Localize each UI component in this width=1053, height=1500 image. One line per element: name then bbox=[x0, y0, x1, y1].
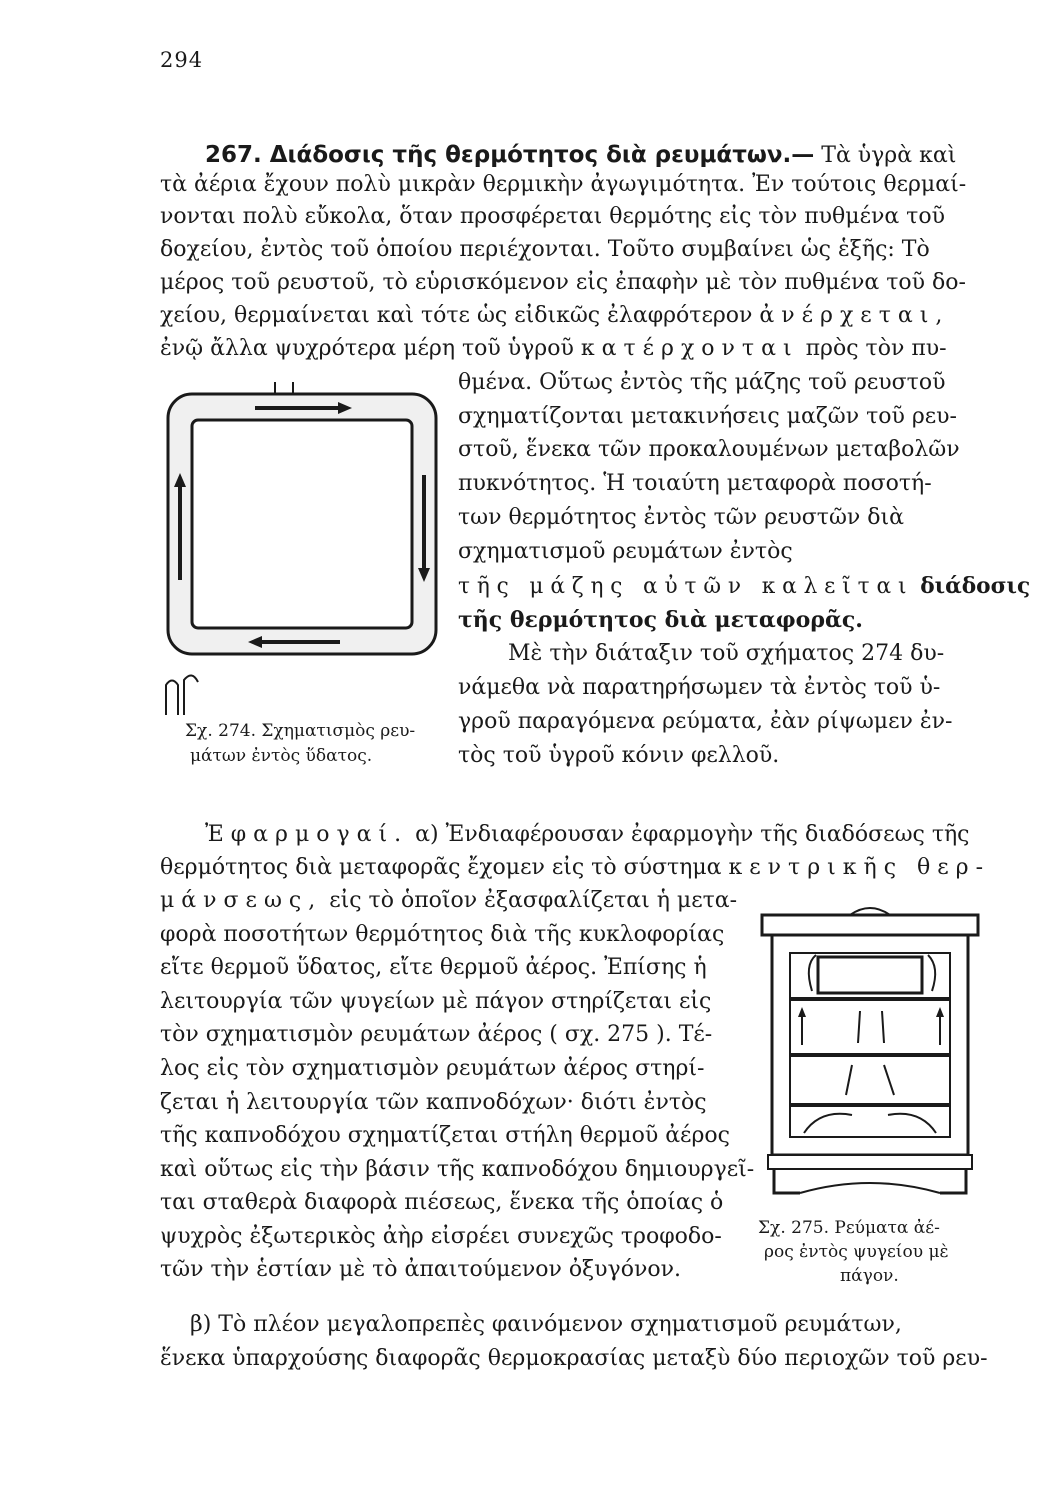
text-line-19: τὸς τοῦ ὑγροῦ κόνιν φελλοῦ. bbox=[458, 743, 780, 768]
app-line-11: καὶ οὕτως εἰς τὴν βάσιν τῆς καπνοδόχου δημιουργεῖ- bbox=[160, 1157, 755, 1182]
app-line-5: εἴτε θερμοῦ ὕδατος, εἴτε θερμοῦ ἀέρος. Ἐπίσης ἡ bbox=[160, 955, 707, 980]
fig275-caption-line2: ρος ἐντὸς ψυγείου μὲ bbox=[764, 1242, 949, 1262]
app-line-7: τὸν σχηματισμὸν ρευμάτων ἀέρος ( σχ. 275 ). Τέ- bbox=[160, 1022, 713, 1047]
app-line-3 bbox=[160, 886, 737, 916]
text-line-11: πυκνότητος. Ἡ τοιαύτη μεταφορὰ ποσοτή- bbox=[458, 471, 932, 496]
text-line-7a: ἐνῷ ἄλλα ψυχρότερα μέρη τοῦ ὑγροῦ bbox=[160, 336, 574, 361]
page-number: 294 bbox=[160, 48, 204, 72]
text-line-6a: χείου, θερμαίνεται καὶ τότε ὡς εἰδικῶς ἐλαφρότερον bbox=[160, 303, 753, 328]
app-line-1a-spaced: Ἐφαρμογαί. bbox=[205, 822, 409, 847]
text-line-17: νάμεθα νὰ παρατηρήσωμεν τὰ ἐντὸς τοῦ ὑ- bbox=[458, 675, 941, 700]
text-line-10: στοῦ, ἕνεκα τῶν προκαλουμένων μεταβολῶν bbox=[458, 437, 960, 462]
text-line-7c: πρὸς τὸν πυ- bbox=[805, 336, 947, 361]
app-line-13: ψυχρὸς ἐξωτερικὸς ἀὴρ εἰσρέει συνεχῶς τροφοδο- bbox=[160, 1224, 722, 1249]
text-line-2: τὰ ἀέρια ἔχουν πολὺ μικρὰν θερμικὴν ἀγωγιμότητα. Ἐν τούτοις θερμαί- bbox=[160, 172, 967, 197]
text-line-14b-bold: διάδοσις bbox=[920, 573, 1031, 599]
fig275-caption-line1: Σχ. 275. Ρεύματα ἀέ- bbox=[758, 1218, 940, 1238]
fig274-flame-left bbox=[166, 681, 178, 716]
text-line-4: δοχείου, ἐντὸς τοῦ ὁποίου περιέχονται. Τοῦτο συμβαίνει ὡς ἑξῆς: Τὸ bbox=[160, 237, 930, 262]
app-line-2 bbox=[160, 853, 990, 883]
app-line-12: ται σταθερὰ διαφορὰ πιέσεως, ἕνεκα τῆς ὁποίας ὁ bbox=[160, 1190, 724, 1215]
text-line-6b-spaced: ἀνέρχεται, bbox=[759, 303, 950, 328]
app-line-14: τῶν τὴν ἑστίαν μὲ τὸ ἀπαιτούμενον ὀξυγόνον. bbox=[160, 1257, 681, 1282]
text-line-13: σχηματισμοῦ ρευμάτων ἐντὸς bbox=[458, 539, 793, 564]
app-line-1 bbox=[205, 820, 970, 850]
figure-274-diagram bbox=[160, 380, 450, 715]
fig274-top-opening bbox=[275, 382, 293, 394]
fig275-legs bbox=[774, 1169, 966, 1193]
text-line-16: Μὲ τὴν διάταξιν τοῦ σχήματος 274 δυ- bbox=[508, 641, 945, 666]
app-line-4: φορὰ ποσοτήτων θερμότητος διὰ τῆς κυκλοφορίας bbox=[160, 922, 725, 947]
text-line-9: σχηματίζονται μετακινήσεις μαζῶν τοῦ ρευ- bbox=[458, 404, 957, 429]
text-line-14a-spaced: τῆς μάζης αὐτῶν καλεῖται bbox=[458, 574, 914, 599]
fig274-inner-border bbox=[192, 420, 412, 628]
text-line-15-bold: τῆς θερμότητος διὰ μεταφορᾶς. bbox=[458, 607, 863, 633]
text-line-7 bbox=[160, 334, 947, 364]
app-line-10: τῆς καπνοδόχου σχηματίζεται στήλη θερμοῦ ἀέρος bbox=[160, 1123, 730, 1148]
fig275-base bbox=[768, 1155, 972, 1169]
app-line-3b: εἰς τὸ ὁποῖον ἐξασφαλίζεται ἡ μετα- bbox=[329, 888, 738, 913]
app-line-2a: θερμότητος διὰ μεταφορᾶς ἔχομεν εἰς τὸ σύστημα bbox=[160, 855, 722, 880]
app-line-9: ζεται ἡ λειτουργία τῶν καπνοδόχων· διότι ἐντὸς bbox=[160, 1090, 707, 1115]
app-line-1b: α) Ἐνδιαφέρουσαν ἐφαρμογὴν τῆς διαδόσεως τῆς bbox=[415, 822, 970, 847]
app-line-2b-spaced: κεντρικῆς θερ- bbox=[728, 855, 991, 880]
text-line-3: νονται πολὺ εὔκολα, ὅταν προσφέρεται θερμότης εἰς τὸν πυθμένα τοῦ bbox=[160, 204, 945, 229]
app-line-8: λος εἰς τὸν σχηματισμὸν ρευμάτων ἀέρος στηρί- bbox=[160, 1056, 705, 1081]
fig275-base-arch bbox=[800, 1183, 940, 1193]
beta-line-1: β) Τὸ πλέον μεγαλοπρεπὲς φαινόμενον σχηματισμοῦ ρευμάτων, bbox=[190, 1312, 902, 1337]
fig275-caption-line3: πάγον. bbox=[840, 1266, 899, 1286]
text-line-8: θμένα. Οὕτως ἐντὸς τῆς μάζης τοῦ ρευστοῦ bbox=[458, 370, 946, 395]
fig275-ice-block bbox=[818, 957, 922, 993]
text-line-12: των θερμότητος ἐντὸς τῶν ρευστῶν διὰ bbox=[458, 505, 904, 530]
beta-line-2: ἕνεκα ὑπαρχούσης διαφορᾶς θερμοκρασίας μεταξὺ δύο περιοχῶν τοῦ ρευ- bbox=[160, 1346, 988, 1371]
figure-275-diagram bbox=[760, 895, 985, 1205]
text-line-14 bbox=[458, 571, 1030, 602]
app-line-6: λειτουργία τῶν ψυγείων μὲ πάγον στηρίζεται εἰς bbox=[160, 989, 712, 1014]
text-line-6 bbox=[160, 301, 949, 331]
section-heading: 267. Διάδοσις τῆς θερμότητος διὰ ρευμάτων.— bbox=[205, 142, 815, 168]
text-line-7b-spaced: κατέρχονται bbox=[580, 336, 799, 361]
fig274-caption-line2: μάτων ἐντὸς ὕδατος. bbox=[190, 746, 373, 766]
text-line-1: Τὰ ὑγρὰ καὶ bbox=[821, 143, 957, 168]
fig274-caption-line1: Σχ. 274. Σχηματισμὸς ρευ- bbox=[185, 721, 416, 741]
text-line-18: γροῦ παραγόμενα ρεύματα, ἐὰν ρίψωμεν ἐν- bbox=[458, 709, 953, 734]
fig275-top-slab bbox=[762, 915, 978, 935]
section-heading-line bbox=[205, 140, 956, 171]
fig274-flame-right bbox=[184, 675, 198, 715]
text-line-5: μέρος τοῦ ρευστοῦ, τὸ εὑρισκόμενον εἰς ἐπαφὴν μὲ τὸν πυθμένα τοῦ δο- bbox=[160, 270, 966, 295]
app-line-3a-spaced: μάνσεως, bbox=[160, 888, 323, 913]
